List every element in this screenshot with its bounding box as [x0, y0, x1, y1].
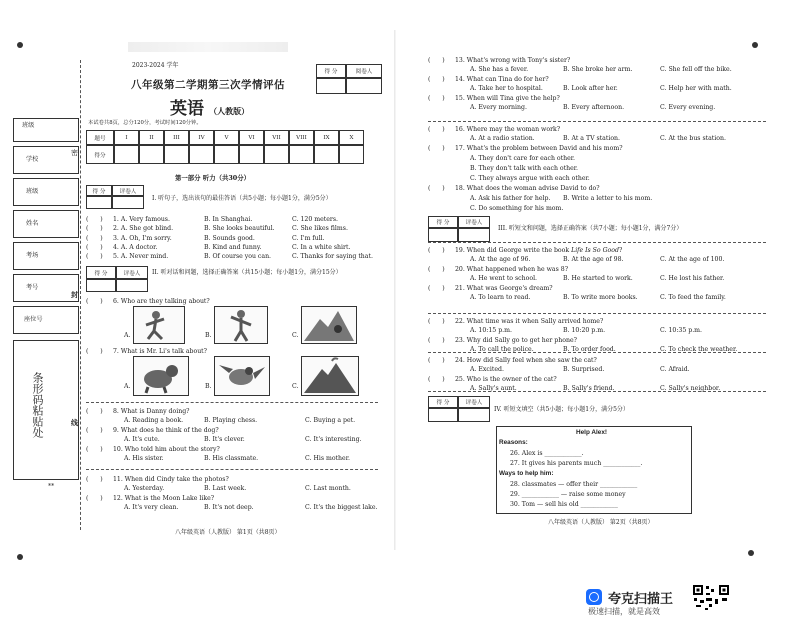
- sec2-option-b-12: B. It's not deep.: [204, 504, 254, 511]
- score-table-cell-10[interactable]: [339, 145, 364, 164]
- sec2-grader-label: 评卷人: [116, 266, 148, 279]
- binding-feng: 封: [71, 290, 78, 299]
- right-option-c-15: C. Every evening.: [660, 104, 716, 111]
- sec2-paren-11[interactable]: ( ): [86, 476, 103, 483]
- sec2-grader-cell[interactable]: [116, 279, 148, 292]
- school-box: [13, 146, 79, 174]
- sec1-option-c-2: C. She likes films.: [292, 225, 348, 233]
- divider-r1: [428, 121, 766, 122]
- name-box: [13, 210, 79, 238]
- sec1-option-b-5: B. Of course you can.: [204, 253, 272, 261]
- grader-cell-header: 阅卷人: [346, 64, 382, 78]
- sec4-score-cell[interactable]: [428, 408, 458, 422]
- side-label-1: 班级: [22, 122, 35, 129]
- q7-text: 7. What is Mr. Li's talk about?: [113, 348, 207, 355]
- divider-r3: [428, 352, 766, 353]
- sec2-option-a-12: A. It's very clean.: [124, 504, 179, 511]
- right-paren-20[interactable]: ( ): [428, 266, 445, 273]
- sec2-paren-8[interactable]: ( ): [86, 408, 103, 415]
- help-line-27: 27. It gives his parents much ____________.: [510, 460, 643, 467]
- help-line-30: 30. Tom — sell his old ____________: [510, 501, 618, 508]
- sec2-option-c-9: C. It's interesting.: [305, 436, 362, 443]
- sec2-paren-10[interactable]: ( ): [86, 446, 103, 453]
- sec1-option-b-2: B. She looks beautiful.: [204, 225, 275, 233]
- dancer-icon: [215, 307, 267, 343]
- sec3-grader-label: 评卷人: [458, 216, 490, 228]
- q7-picture-c[interactable]: [301, 356, 359, 396]
- sec1-paren-2[interactable]: ( ): [86, 225, 103, 233]
- sec1-option-c-1: C. 120 meters.: [292, 216, 339, 223]
- side-label-6: 考号: [26, 284, 39, 291]
- barcode-box: [13, 340, 79, 480]
- score-table-header-7: VII: [264, 130, 289, 145]
- right-option-b-25: B. Sally's friend.: [563, 385, 615, 392]
- right-footer: 八年级英语（人教版） 第2页（共8页）: [548, 519, 654, 526]
- sec1-paren-1[interactable]: ( ): [86, 216, 103, 223]
- sec3-grader-cell[interactable]: [458, 228, 490, 242]
- right-option-c-19: C. At the age of 100.: [660, 256, 725, 263]
- qr-code-pattern: [692, 584, 730, 610]
- score-table-header-9: IX: [314, 130, 339, 145]
- sec1-option-a-3: 3. A. Oh, I'm sorry.: [113, 234, 172, 242]
- sec1-option-a-5: 5. A. Never mind.: [113, 253, 169, 261]
- sec1-grader-label: 评卷人: [112, 185, 144, 196]
- q16-c: C. At the bus station.: [660, 135, 726, 142]
- school-year: 2023-2024 学年: [132, 62, 179, 69]
- score-cell[interactable]: [316, 78, 346, 94]
- right-paren-24[interactable]: ( ): [428, 357, 445, 364]
- score-table-header-1: I: [114, 130, 139, 145]
- score-table-header-4: IV: [189, 130, 214, 145]
- binding-xian: 线: [71, 418, 78, 427]
- score-table-header-10: X: [339, 130, 364, 145]
- sec1-option-a-4: 4. A. A doctor.: [113, 243, 158, 251]
- right-option-a-24: A. Excited.: [470, 366, 504, 373]
- qr-code-icon[interactable]: [692, 584, 730, 610]
- right-option-c-24: C. Afraid.: [660, 366, 690, 373]
- right-question-25: 25. Who is the owner of the cat?: [455, 376, 557, 383]
- binding-stars: **: [48, 483, 55, 490]
- right-question-22: 22. What time was it when Sally arrived home?: [455, 318, 604, 325]
- sec2-question-12: 12. What is the Moon Lake like?: [113, 495, 215, 502]
- subject-title: [170, 94, 249, 119]
- right-question-23: 23. Why did Sally go to get her phone?: [455, 337, 577, 344]
- sec2-option-b-8: B. Playing chess.: [204, 417, 258, 424]
- right-option-c-14: C. Help her with math.: [660, 85, 732, 92]
- right-question-21: 21. What was George's dream?: [455, 285, 553, 292]
- q6-picture-b[interactable]: [214, 306, 268, 344]
- sec3-score-cell[interactable]: [428, 228, 458, 242]
- q16-b: B. At a TV station.: [563, 135, 621, 142]
- right-option-b-19: B. At the age of 98.: [563, 256, 624, 263]
- right-option-a-23: A. To call the police.: [470, 346, 534, 353]
- sec1-option-b-1: B. In Shanghai.: [204, 216, 253, 223]
- help-ways: Ways to help him:: [499, 470, 554, 477]
- sec2-option-b-11: B. Last week.: [204, 485, 247, 492]
- exam-number-box: [13, 274, 79, 302]
- sec2-option-c-10: C. His mother.: [305, 455, 350, 462]
- score-table-header-6: VI: [239, 130, 264, 145]
- sec4-grader-label: 评卷人: [458, 396, 490, 408]
- side-label-7: 座位号: [24, 316, 43, 323]
- score-table-header-5: V: [214, 130, 239, 145]
- right-paren-25[interactable]: ( ): [428, 376, 445, 383]
- right-option-b-14: B. Look after her.: [563, 85, 618, 92]
- exam-title: 八年级第二学期第三次学情评估: [131, 79, 285, 91]
- right-option-c-23: C. To check the weather.: [660, 346, 738, 353]
- score-table-cell-0: 得分: [86, 145, 114, 164]
- right-paren-22[interactable]: ( ): [428, 318, 445, 325]
- right-question-19: 19. When did George write the book Life Is So Good?: [455, 247, 623, 254]
- instructions: 本试卷共8页，总分120分，考试时间120分钟。: [88, 120, 202, 126]
- q16-text: 16. Where may the woman work?: [455, 126, 561, 133]
- right-paren-23[interactable]: ( ): [428, 337, 445, 344]
- sec2-option-a-8: A. Reading a book.: [124, 417, 184, 424]
- seat-number-box: [13, 306, 79, 334]
- score-table-header-8: VIII: [289, 130, 314, 145]
- sec1-option-c-4: C. In a white shirt.: [292, 243, 351, 251]
- sec1-score-cell[interactable]: [86, 196, 112, 209]
- right-option-b-20: B. He started to work.: [563, 275, 633, 282]
- q17-paren: ( ): [428, 145, 445, 152]
- q6-text: 6. Who are they talking about?: [113, 298, 210, 305]
- q6-label-c: C.: [292, 332, 299, 339]
- right-option-a-15: A. Every morning.: [470, 104, 527, 111]
- divider-2: [86, 469, 378, 470]
- sec2-score-cell[interactable]: [86, 279, 116, 292]
- sec2-option-b-10: B. His classmate.: [204, 455, 259, 462]
- sec2-score-label: 得 分: [86, 266, 116, 279]
- divider-1: [86, 402, 378, 403]
- right-option-b-13: B. She broke her arm.: [563, 66, 633, 73]
- sec1-option-c-5: C. Thanks for saying that.: [292, 253, 373, 261]
- right-paren-13[interactable]: ( ): [428, 57, 445, 64]
- q17-opt-c: C. They always argue with each other.: [470, 175, 590, 182]
- sec2-option-a-10: A. His sister.: [124, 455, 164, 462]
- right-question-13: 13. What's wrong with Tony's sister?: [455, 57, 571, 64]
- left-footer: 八年级英语（人教版） 第1页（共8页）: [175, 529, 281, 536]
- scanner-logo-icon: [586, 589, 602, 605]
- sec2-option-c-11: C. Last month.: [305, 485, 351, 492]
- right-question-15: 15. When will Tina give the help?: [455, 95, 560, 102]
- help-line-29: 29. ____________ — raise some money: [510, 491, 626, 498]
- q17-opt-b: B. They don't talk with each other.: [470, 165, 578, 172]
- score-table-header-3: III: [164, 130, 189, 145]
- mountain-icon: [302, 307, 356, 343]
- sec2-question-11: 11. When did Cindy take the photos?: [113, 476, 229, 483]
- sec1-title: I. 听句子，选出该句的最佳答语（共5小题；每小题1分，满分5分）: [152, 195, 332, 202]
- right-paren-15[interactable]: ( ): [428, 95, 445, 102]
- right-option-c-13: C. She fell off the bike.: [660, 66, 732, 73]
- sec2-option-b-9: B. It's clever.: [204, 436, 245, 443]
- help-reasons: Reasons:: [499, 439, 528, 446]
- help-alex-title: Help Alex!: [576, 429, 608, 436]
- q16-a: A. At a radio station.: [470, 135, 535, 142]
- right-option-c-25: C. Sally's neighbor.: [660, 385, 721, 392]
- sec1-paren-4[interactable]: ( ): [86, 243, 103, 251]
- q7-label-c: C.: [292, 383, 299, 390]
- subject-edition: （人教版）: [209, 106, 250, 116]
- score-table-cell-7[interactable]: [264, 145, 289, 164]
- grader-cell[interactable]: [346, 78, 382, 94]
- right-option-b-23: B. To order food.: [563, 346, 616, 353]
- sec1-paren-5[interactable]: ( ): [86, 253, 103, 261]
- right-option-c-20: C. He lost his father.: [660, 275, 725, 282]
- sec2-paren-12[interactable]: ( ): [86, 495, 103, 502]
- sec2-question-8: 8. What is Danny doing?: [113, 408, 190, 415]
- q6-picture-a[interactable]: [133, 306, 185, 344]
- score-table-cell-5[interactable]: [214, 145, 239, 164]
- right-option-b-15: B. Every afternoon.: [563, 104, 625, 111]
- score-cell-header: 得 分: [316, 64, 346, 78]
- right-option-a-22: A. 10:15 p.m.: [470, 327, 512, 334]
- sec2-option-a-9: A. It's cute.: [124, 436, 160, 443]
- sec2-paren-9[interactable]: ( ): [86, 427, 103, 434]
- sec4-score-label: 得 分: [428, 396, 458, 408]
- punch-dot-4: [748, 550, 754, 556]
- sec4-title: IV. 听短文填空（共5小题；每小题1分，满分5分）: [494, 406, 629, 413]
- side-label-3: 班级: [26, 188, 39, 195]
- right-option-a-25: A. Sally's aunt.: [470, 385, 517, 392]
- sec1-option-a-2: 2. A. She got blind.: [113, 225, 174, 233]
- divider-r5: [428, 242, 766, 243]
- sec1-paren-3[interactable]: ( ): [86, 234, 103, 242]
- q18-paren: ( ): [428, 185, 445, 192]
- sec4-grader-cell[interactable]: [458, 408, 490, 422]
- sec1-option-c-3: C. I'm full.: [292, 234, 325, 242]
- sec2-option-c-8: C. Buying a pet.: [305, 417, 356, 424]
- score-table-cell-9[interactable]: [314, 145, 339, 164]
- binding-mi: 密: [71, 149, 78, 157]
- right-question-14: 14. What can Tina do for her?: [455, 76, 549, 83]
- q7-label-b: B.: [205, 383, 212, 390]
- q7-paren: ( ): [86, 348, 103, 355]
- sec2-question-10: 10. Who told him about the story?: [113, 446, 220, 453]
- q17-text: 17. What's the problem between David and his mom?: [455, 145, 623, 152]
- right-option-a-14: A. Take her to hospital.: [470, 85, 543, 92]
- sec2-option-c-12: C. It's the biggest lake.: [305, 504, 378, 511]
- q6-label-b: B.: [205, 332, 212, 339]
- sec1-option-b-4: B. Kind and funny.: [204, 243, 262, 251]
- score-table-cell-8[interactable]: [289, 145, 314, 164]
- barcode-label: 条形码粘贴处: [31, 372, 44, 438]
- divider-r4: [428, 391, 766, 392]
- right-option-a-21: A. To learn to read.: [470, 294, 531, 301]
- q6-label-a: A.: [124, 332, 131, 339]
- help-line-26: 26. Alex is ____________.: [510, 450, 584, 457]
- score-table-cell-6[interactable]: [239, 145, 264, 164]
- right-option-c-21: C. To feed the family.: [660, 294, 726, 301]
- q18-c: C. Do something for his mom.: [470, 205, 564, 212]
- side-label-4: 姓名: [26, 220, 39, 227]
- q6-picture-c[interactable]: [301, 306, 357, 344]
- book-title: Life Is So Good: [571, 247, 619, 254]
- q6-paren: ( ): [86, 298, 103, 305]
- sec2-option-a-11: A. Yesterday.: [124, 485, 165, 492]
- right-paren-19[interactable]: ( ): [428, 247, 445, 254]
- q18-b: B. Write a letter to his mom.: [563, 195, 653, 202]
- q7-label-a: A.: [124, 383, 131, 390]
- score-table-cell-1[interactable]: [114, 145, 139, 164]
- part1-title: 第一部分 听力（共30分）: [175, 174, 251, 182]
- side-label-5: 考场: [26, 252, 39, 259]
- divider-r2: [428, 313, 766, 314]
- right-option-a-13: A. She has a fever.: [470, 66, 529, 73]
- sec3-title: III. 听短文和问题，选择正确答案（共7小题；每小题1分，满分7分）: [498, 225, 683, 232]
- bird-icon: [215, 357, 269, 395]
- right-question-24: 24. How did Sally feel when she saw the cat?: [455, 357, 597, 364]
- right-paren-21[interactable]: ( ): [428, 285, 445, 292]
- q17-opt-a: A. They don't care for each other.: [470, 155, 576, 162]
- sec2-title: II. 听对话和问题，选择正确答案（共15小题；每小题1分，满分15分）: [152, 269, 342, 276]
- q16-paren: ( ): [428, 126, 445, 133]
- animal-icon: [134, 357, 188, 395]
- score-table-cell-3[interactable]: [164, 145, 189, 164]
- header-bar: [128, 42, 288, 52]
- score-table-header-2: II: [139, 130, 164, 145]
- right-option-b-24: B. Surprised.: [563, 366, 605, 373]
- right-option-c-22: C. 10:35 p.m.: [660, 327, 703, 334]
- scanner-logo-ring: [589, 592, 599, 602]
- subject-name: 英语: [170, 99, 204, 119]
- punch-dot-2: [17, 554, 23, 560]
- punch-dot-1: [17, 42, 23, 48]
- right-question-20: 20. What happened when he was 8?: [455, 266, 569, 273]
- watermark-brand: 夸克扫描王: [608, 592, 674, 607]
- q18-text: 18. What does the woman advise David to do?: [455, 185, 600, 192]
- right-option-a-19: A. At the age of 96.: [470, 256, 531, 263]
- score-table-header-0: 题号: [86, 130, 114, 145]
- center-fold: [394, 30, 396, 550]
- sec1-option-b-3: B. Sounds good.: [204, 234, 255, 242]
- sec2-question-9: 9. What does he think of the dog?: [113, 427, 219, 434]
- runner-icon: [134, 307, 184, 343]
- q7-picture-a[interactable]: [133, 356, 189, 396]
- right-paren-14[interactable]: ( ): [428, 76, 445, 83]
- watermark-slogan: 极速扫描，就是高效: [588, 607, 660, 616]
- exam-room-box: [13, 242, 79, 270]
- help-line-28: 28. classmates — offer their ____________: [510, 481, 638, 488]
- punch-dot-3: [752, 42, 758, 48]
- q7-picture-b[interactable]: [214, 356, 270, 396]
- sec3-score-label: 得 分: [428, 216, 458, 228]
- sec1-option-a-1: 1. A. Very famous.: [113, 216, 170, 223]
- volcano-icon: [302, 357, 358, 395]
- score-table-cell-2[interactable]: [139, 145, 164, 164]
- binding-line: [80, 60, 81, 530]
- class-box-2: [13, 178, 79, 206]
- score-table-cell-4[interactable]: [189, 145, 214, 164]
- right-option-b-21: B. To write more books.: [563, 294, 638, 301]
- q18-a: A. Ask his father for help.: [470, 195, 551, 202]
- right-option-a-20: A. He went to school.: [470, 275, 538, 282]
- sec1-score-label: 得 分: [86, 185, 112, 196]
- right-option-b-22: B. 10:20 p.m.: [563, 327, 606, 334]
- sec1-grader-cell[interactable]: [112, 196, 144, 209]
- side-label-2: 学校: [26, 156, 39, 163]
